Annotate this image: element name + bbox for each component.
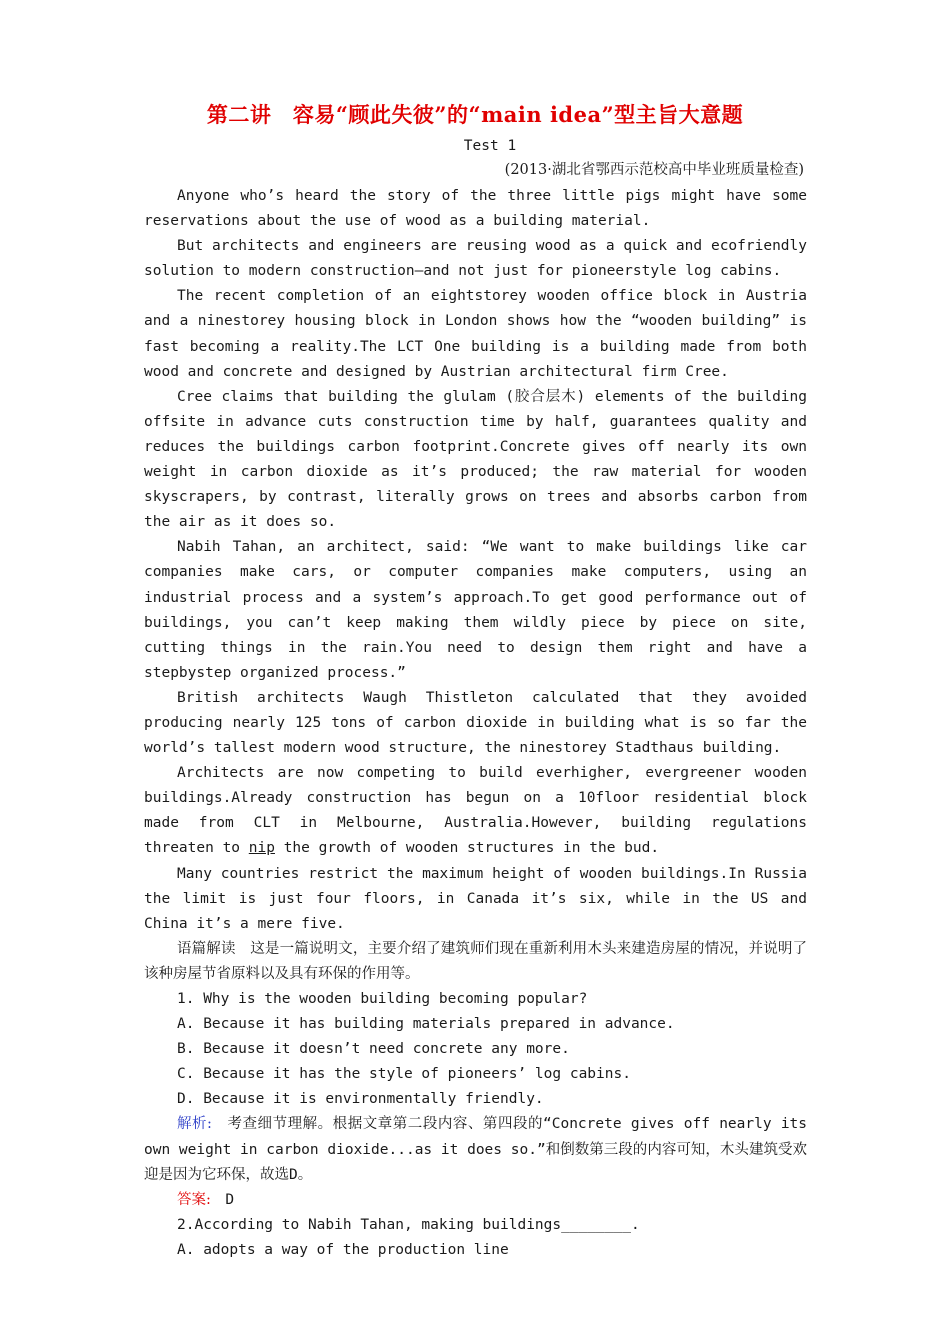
paragraph-7-text-start: Architects are now competing to build everhigher, evergreener wooden buildings.Already construction has begun on a 10floor residential block made from CLT in Melbourne, Australia.However, building regulations threaten to xyxy=(144,765,807,857)
underlined-word: nip xyxy=(248,840,275,857)
question-1-answer xyxy=(144,1188,807,1213)
analysis-label: 语篇解读 xyxy=(177,940,236,957)
source-citation: (2013·湖北省鄂西示范校高中毕业班质量检查) xyxy=(504,162,804,178)
analysis-text: 这是一篇说明文，主要介绍了建筑师们现在重新利用木头来建造房屋的情况，并说明了该种房屋节省原料以及具有环保的作用等。 xyxy=(144,940,808,982)
explanation-text: 考查细节理解。根据文章第二段内容、第四段的“Concrete gives off nearly its own weight in carbon dioxide...as it does so.”和倒数第三段的内容可知，木头建筑受欢迎是因为它环保，故选D。 xyxy=(144,1116,808,1183)
passage-paragraph-3: The recent completion of an eightstorey wooden office block in Austria and a ninestorey housing block in London shows how the “wooden building” is fast becoming a reality.The LCT One building is a building made from both wood and concrete and designed by Austrian architectural firm Cree. xyxy=(144,288,807,380)
passage-paragraph-1: Anyone who’s heard the story of the three little pigs might have some reservations about the use of wood as a building material. xyxy=(144,188,807,230)
question-1-option-d: D. Because it is environmentally friendly. xyxy=(177,1091,544,1108)
question-1-option-c: C. Because it has the style of pioneers’ log cabins. xyxy=(177,1066,631,1083)
passage-paragraph-6: British architects Waugh Thistleton calculated that they avoided producing nearly 125 tons of carbon dioxide in building what is so far the world’s tallest modern wood structure, the ninestorey Stadthaus building. xyxy=(144,689,807,757)
question-1-option-b: B. Because it doesn’t need concrete any more. xyxy=(177,1041,570,1058)
answer-label: 答案: xyxy=(177,1191,211,1208)
passage-paragraph-5: Nabih Tahan, an architect, said: “We want to make buildings like car companies make cars, or computer companies make computers, using an industrial process and a system’s approach.To get good performance out of buildings, you can’t keep making them wildly piece by piece on site, cutting things in the rain.You need to design them right and have a stepbystep organized process.” xyxy=(144,539,807,681)
question-2-option-a: A. adopts a way of the production line xyxy=(177,1241,509,1258)
question-1-option-a: A. Because it has building materials prepared in advance. xyxy=(177,1016,675,1033)
page-title: 第二讲 容易“顾此失彼”的“main idea”型主旨大意题 xyxy=(206,102,744,127)
answer-value: D xyxy=(225,1191,235,1208)
question-1-explanation xyxy=(144,1112,807,1187)
paragraph-7-text-end: the growth of wooden structures in the bud. xyxy=(274,840,660,857)
test-label: Test 1 xyxy=(463,138,517,154)
question-2-stem: 2.According to Nabih Tahan, making buildings________. xyxy=(177,1216,640,1233)
explanation-label: 解析: xyxy=(177,1116,212,1133)
passage-analysis xyxy=(144,937,807,987)
passage-paragraph-2: But architects and engineers are reusing wood as a quick and ecofriendly solution to modern construction—and not just for pioneerstyle log cabins. xyxy=(144,238,807,280)
passage-paragraph-8: Many countries restrict the maximum height of wooden buildings.In Russia the limit is just four floors, in Canada it’s six, while in the US and China it’s a mere five. xyxy=(144,865,807,932)
passage-paragraph-4: Cree claims that building the glulam (胶合层木) elements of the building offsite in advance cuts construction time by half, guarantees quality and reduces the buildings carbon footprint.Concrete gives off nearly its own weight in carbon dioxide as it’s produced; the raw material for wooden skyscrapers, by contrast, literally grows on trees and absorbs carbon from the air as it does so. xyxy=(144,388,807,531)
document-body xyxy=(144,184,807,1263)
question-1-stem: 1. Why is the wooden building becoming popular? xyxy=(177,991,588,1007)
passage-paragraph-7 xyxy=(144,761,807,861)
